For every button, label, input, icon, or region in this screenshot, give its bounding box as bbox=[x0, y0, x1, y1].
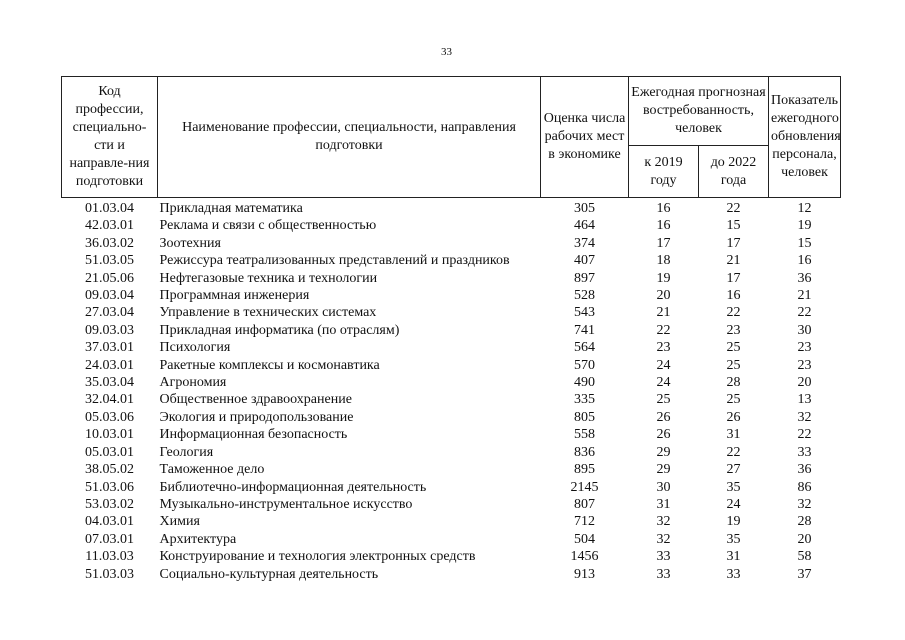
row-demand-2022: 19 bbox=[726, 514, 741, 530]
row-name: Социально-культурная деятельность bbox=[159, 566, 379, 582]
row-renewal: 22 bbox=[797, 427, 812, 443]
row-demand-2019: 33 bbox=[656, 566, 671, 582]
row-demand-2022: 15 bbox=[726, 218, 741, 234]
table-row bbox=[62, 252, 841, 269]
table-row bbox=[62, 461, 841, 478]
row-demand-2019: 18 bbox=[656, 253, 671, 269]
row-demand-2019: 29 bbox=[656, 462, 671, 478]
row-name: Управление в технических системах bbox=[159, 305, 377, 321]
row-demand-2022: 22 bbox=[726, 444, 741, 460]
row-renewal: 36 bbox=[797, 462, 812, 478]
row-name: Нефтегазовые техника и технологии bbox=[159, 270, 378, 286]
table-row bbox=[62, 217, 841, 234]
row-renewal: 21 bbox=[797, 288, 812, 304]
row-demand-2019: 31 bbox=[656, 496, 671, 512]
row-demand-2022: 25 bbox=[726, 340, 741, 356]
row-renewal: 86 bbox=[797, 479, 812, 495]
row-demand-2022: 22 bbox=[726, 305, 741, 321]
row-name: Ракетные комплексы и космонавтика bbox=[159, 357, 380, 373]
row-name: Таможенное дело bbox=[159, 462, 265, 478]
row-demand-2022: 17 bbox=[726, 270, 741, 286]
table-row bbox=[62, 322, 841, 339]
row-name: Конструирование и технология электронных средств bbox=[159, 549, 476, 565]
row-demand-2022: 22 bbox=[726, 201, 741, 216]
row-name: Информационная безопасность bbox=[159, 427, 348, 443]
header-demand-group: Ежегодная прогнозная востребованность, человек bbox=[629, 77, 769, 146]
row-demand-2022: 35 bbox=[726, 479, 741, 495]
row-estimate: 490 bbox=[574, 375, 595, 391]
row-name: Агрономия bbox=[159, 375, 227, 391]
row-renewal: 12 bbox=[797, 201, 812, 216]
row-code: 51.03.03 bbox=[85, 566, 134, 582]
row-estimate: 1456 bbox=[570, 549, 599, 565]
row-name: Прикладная математика bbox=[159, 201, 303, 216]
row-estimate: 712 bbox=[574, 514, 595, 530]
row-renewal: 23 bbox=[797, 357, 812, 373]
header-code: Код профессии, специально-сти и направле-ния подготовки bbox=[62, 77, 158, 198]
row-renewal: 23 bbox=[797, 340, 812, 356]
row-estimate: 897 bbox=[574, 270, 595, 286]
row-estimate: 558 bbox=[574, 427, 595, 443]
table-row bbox=[62, 198, 841, 218]
professions-table bbox=[61, 76, 841, 583]
header-renewal: Показатель ежегодного обновления персонала, человек bbox=[769, 77, 841, 198]
row-renewal: 20 bbox=[797, 531, 812, 547]
row-demand-2019: 21 bbox=[656, 305, 671, 321]
page-number: 33 bbox=[441, 46, 452, 58]
table-row bbox=[62, 287, 841, 304]
row-demand-2022: 31 bbox=[726, 549, 741, 565]
row-name: Прикладная информатика (по отраслям) bbox=[159, 322, 400, 338]
row-demand-2022: 24 bbox=[726, 496, 741, 512]
header-name: Наименование профессии, специальности, направления подготовки bbox=[158, 77, 541, 198]
header-estimate: Оценка числа рабочих мест в экономике bbox=[541, 77, 629, 198]
row-renewal: 37 bbox=[797, 566, 812, 582]
row-renewal: 15 bbox=[797, 235, 812, 251]
row-demand-2022: 31 bbox=[726, 427, 741, 443]
row-demand-2019: 24 bbox=[656, 375, 671, 391]
row-estimate: 2145 bbox=[570, 479, 599, 495]
table-row bbox=[62, 513, 841, 530]
table-row bbox=[62, 304, 841, 321]
header-demand-2019: к 2019 году bbox=[629, 146, 699, 198]
row-demand-2019: 19 bbox=[656, 270, 671, 286]
row-estimate: 805 bbox=[574, 409, 595, 425]
row-demand-2019: 16 bbox=[656, 218, 671, 234]
row-estimate: 741 bbox=[574, 322, 595, 338]
row-demand-2022: 25 bbox=[726, 392, 741, 408]
row-demand-2022: 33 bbox=[726, 566, 741, 582]
row-renewal: 36 bbox=[797, 270, 812, 286]
row-estimate: 504 bbox=[574, 531, 595, 547]
row-code: 05.03.01 bbox=[85, 444, 134, 460]
row-demand-2019: 16 bbox=[656, 201, 671, 216]
row-demand-2022: 21 bbox=[726, 253, 741, 269]
table-row bbox=[62, 444, 841, 461]
row-name: Химия bbox=[159, 514, 200, 530]
row-demand-2019: 20 bbox=[656, 288, 671, 304]
row-code: 09.03.03 bbox=[85, 322, 134, 338]
row-demand-2019: 30 bbox=[656, 479, 671, 495]
row-renewal: 58 bbox=[797, 549, 812, 565]
row-demand-2019: 33 bbox=[656, 549, 671, 565]
row-demand-2019: 32 bbox=[656, 514, 671, 530]
row-estimate: 895 bbox=[574, 462, 595, 478]
row-code: 27.03.04 bbox=[85, 305, 134, 321]
table-row bbox=[62, 566, 841, 583]
row-code: 36.03.02 bbox=[85, 235, 134, 251]
row-code: 04.03.01 bbox=[85, 514, 134, 530]
row-code: 10.03.01 bbox=[85, 427, 134, 443]
table-row bbox=[62, 426, 841, 443]
row-estimate: 407 bbox=[574, 253, 595, 269]
row-demand-2019: 23 bbox=[656, 340, 671, 356]
row-code: 07.03.01 bbox=[85, 531, 134, 547]
row-name: Экология и природопользование bbox=[159, 409, 354, 425]
row-name: Геология bbox=[159, 444, 214, 460]
row-code: 09.03.04 bbox=[85, 288, 134, 304]
row-demand-2022: 27 bbox=[726, 462, 741, 478]
row-code: 42.03.01 bbox=[85, 218, 134, 234]
table-row bbox=[62, 235, 841, 252]
row-renewal: 30 bbox=[797, 322, 812, 338]
row-estimate: 543 bbox=[574, 305, 595, 321]
row-demand-2022: 23 bbox=[726, 322, 741, 338]
row-demand-2022: 35 bbox=[726, 531, 741, 547]
row-estimate: 528 bbox=[574, 288, 595, 304]
row-code: 35.03.04 bbox=[85, 375, 134, 391]
row-estimate: 374 bbox=[574, 235, 595, 251]
row-name: Общественное здравоохранение bbox=[159, 392, 352, 408]
row-name: Библиотечно-информационная деятельность bbox=[159, 479, 427, 495]
row-demand-2022: 16 bbox=[726, 288, 741, 304]
table-row bbox=[62, 270, 841, 287]
row-estimate: 305 bbox=[574, 201, 595, 216]
row-code: 11.03.03 bbox=[85, 549, 134, 565]
row-code: 24.03.01 bbox=[85, 357, 134, 373]
row-name: Зоотехния bbox=[159, 235, 221, 251]
row-code: 51.03.05 bbox=[85, 253, 134, 269]
row-code: 51.03.06 bbox=[85, 479, 134, 495]
row-estimate: 464 bbox=[574, 218, 595, 234]
row-renewal: 20 bbox=[797, 375, 812, 391]
table-row bbox=[62, 339, 841, 356]
row-demand-2022: 28 bbox=[726, 375, 741, 391]
row-code: 05.03.06 bbox=[85, 409, 134, 425]
row-demand-2022: 17 bbox=[726, 235, 741, 251]
row-demand-2019: 26 bbox=[656, 427, 671, 443]
row-estimate: 564 bbox=[574, 340, 595, 356]
row-renewal: 22 bbox=[797, 305, 812, 321]
row-renewal: 32 bbox=[797, 496, 812, 512]
row-demand-2022: 25 bbox=[726, 357, 741, 373]
row-renewal: 16 bbox=[797, 253, 812, 269]
row-estimate: 570 bbox=[574, 357, 595, 373]
row-code: 38.05.02 bbox=[85, 462, 134, 478]
row-estimate: 335 bbox=[574, 392, 595, 408]
row-code: 32.04.01 bbox=[85, 392, 134, 408]
table-body bbox=[62, 198, 841, 583]
table-row bbox=[62, 409, 841, 426]
row-code: 01.03.04 bbox=[85, 201, 134, 216]
row-demand-2019: 29 bbox=[656, 444, 671, 460]
row-name: Архитектура bbox=[159, 531, 237, 547]
row-renewal: 19 bbox=[797, 218, 812, 234]
row-demand-2019: 25 bbox=[656, 392, 671, 408]
table-row bbox=[62, 531, 841, 548]
row-renewal: 33 bbox=[797, 444, 812, 460]
row-demand-2019: 17 bbox=[656, 235, 671, 251]
row-renewal: 32 bbox=[797, 409, 812, 425]
row-demand-2019: 32 bbox=[656, 531, 671, 547]
table-row bbox=[62, 548, 841, 565]
row-code: 21.05.06 bbox=[85, 270, 134, 286]
row-renewal: 28 bbox=[797, 514, 812, 530]
row-demand-2022: 26 bbox=[726, 409, 741, 425]
row-demand-2019: 22 bbox=[656, 322, 671, 338]
table-row bbox=[62, 496, 841, 513]
row-demand-2019: 26 bbox=[656, 409, 671, 425]
row-renewal: 13 bbox=[797, 392, 812, 408]
table-row bbox=[62, 374, 841, 391]
row-name: Психология bbox=[159, 340, 231, 356]
row-code: 37.03.01 bbox=[85, 340, 134, 356]
row-estimate: 807 bbox=[574, 496, 595, 512]
row-estimate: 913 bbox=[574, 566, 595, 582]
row-name: Музыкально-инструментальное искусство bbox=[159, 496, 413, 512]
row-name: Реклама и связи с общественностью bbox=[159, 218, 377, 234]
row-name: Программная инженерия bbox=[159, 288, 310, 304]
row-estimate: 836 bbox=[574, 444, 595, 460]
header-demand-2022: до 2022 года bbox=[699, 146, 769, 198]
row-demand-2019: 24 bbox=[656, 357, 671, 373]
row-name: Режиссура театрализованных представлений и праздников bbox=[159, 253, 510, 269]
table-row bbox=[62, 357, 841, 374]
row-code: 53.03.02 bbox=[85, 496, 134, 512]
table-row bbox=[62, 391, 841, 408]
table-row bbox=[62, 479, 841, 496]
